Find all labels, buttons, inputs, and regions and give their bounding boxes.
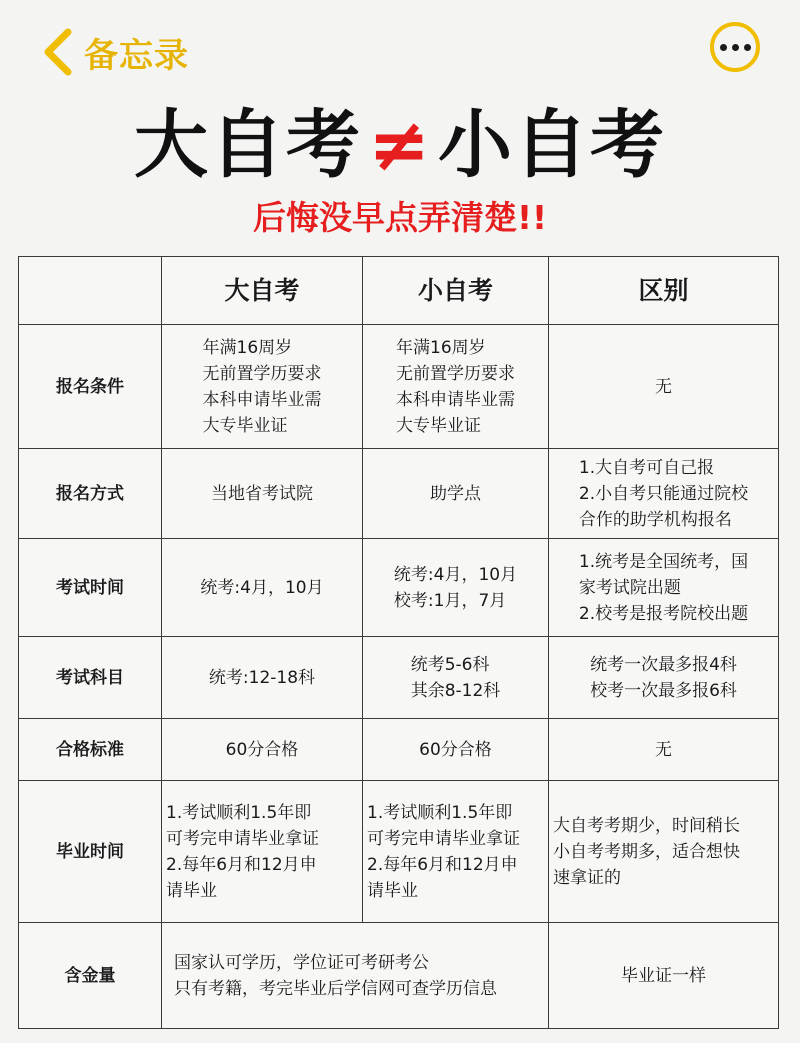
title-right: 小自考 [438,102,666,188]
cell-line: 统考一次最多报4科 [590,654,737,675]
cell-line: 毕业证一样 [621,965,706,986]
cell-line: 请毕业 [367,880,418,901]
table-cell [162,325,363,449]
table-row [19,325,779,449]
comparison-table [18,256,779,1029]
cell-line: 本科申请毕业需 [396,389,515,410]
table-cell [162,719,363,781]
more-dot-icon [744,44,751,51]
table-cell [549,781,779,923]
cell-line: 助学点 [430,483,481,504]
cell-line: 可考完申请毕业拿证 [166,828,319,849]
back-label: 备忘录 [84,35,189,76]
table-row [19,637,779,719]
cell-line: 无 [655,739,672,760]
table-cell-merged [162,923,549,1029]
table-cell [549,449,779,539]
table-cell [363,637,549,719]
cell-line: 国家认可学历，学位证可考研考公 [174,952,429,973]
column-header: 大自考 [162,257,363,325]
row-label: 报名方式 [19,449,162,539]
table-cell [549,539,779,637]
back-button[interactable] [38,26,189,78]
cell-line: 大专毕业证 [202,415,288,436]
row-label: 合格标准 [19,719,162,781]
chevron-left-icon [38,26,78,78]
cell-line: 2.小自考只能通过院校 [578,483,749,504]
cell-line: 速拿证的 [553,867,621,888]
cell-line: 1.统考是全国统考，国 [578,551,749,572]
table-cell [549,923,779,1029]
more-dot-icon [720,44,727,51]
table-cell [363,719,549,781]
cell-line: 大专毕业证 [396,415,481,436]
cell-line: 本科申请毕业需 [202,389,322,410]
cell-line: 统考:12-18科 [208,667,316,688]
cell-line: 校考:1月，7月 [393,590,507,611]
table-header-row [19,257,779,325]
table-row [19,923,779,1029]
table-row [19,539,779,637]
more-options-button[interactable] [710,22,760,72]
more-dot-icon [732,44,739,51]
cell-line: 60分合格 [225,739,299,760]
column-header [19,257,162,325]
table-cell [549,637,779,719]
cell-line: 年满16周岁 [396,337,486,358]
column-header: 小自考 [363,257,549,325]
cell-line: 统考:4月，10月 [393,564,518,585]
cell-line: 统考:4月，10月 [200,577,324,598]
table-cell [162,781,363,923]
cell-line: 小自考考期多，适合想快 [553,841,740,862]
cell-line: 60分合格 [419,739,492,760]
table-cell [363,781,549,923]
table-row [19,781,779,923]
table-cell [162,539,363,637]
column-header: 区别 [549,257,779,325]
cell-line: 2.每年6月和12月申 [367,854,518,875]
table-row [19,719,779,781]
row-label: 毕业时间 [19,781,162,923]
table-cell [162,449,363,539]
cell-line: 当地省考试院 [211,483,313,504]
cell-line: 可考完申请毕业拿证 [367,828,520,849]
cell-line: 家考试院出题 [578,577,681,598]
row-label: 考试科目 [19,637,162,719]
page-title [0,100,800,190]
table-row [19,449,779,539]
table-cell [549,719,779,781]
cell-line: 只有考籍，考完毕业后学信网可查学历信息 [174,978,497,999]
table-cell [162,637,363,719]
top-bar [0,0,800,100]
cell-line: 1.考试顺利1.5年即 [367,802,513,823]
cell-line: 无 [655,376,672,397]
table-cell [363,325,549,449]
cell-line: 年满16周岁 [202,337,293,358]
cell-line: 2.校考是报考院校出题 [578,603,749,624]
cell-line: 2.每年6月和12月申 [166,854,317,875]
cell-line: 请毕业 [166,880,217,901]
table-cell [549,325,779,449]
title-left: 大自考 [133,102,362,188]
cell-line: 无前置学历要求 [202,363,322,384]
cell-line: 1.考试顺利1.5年即 [166,802,312,823]
table-cell [363,539,549,637]
cell-line: 大自考考期少，时间稍长 [553,815,740,836]
cell-line: 无前置学历要求 [396,363,515,384]
cell-line: 合作的助学机构报名 [578,509,732,530]
row-label: 报名条件 [19,325,162,449]
not-equal-symbol: ≠ [367,102,432,188]
row-label: 含金量 [19,923,162,1029]
cell-line: 统考5-6科 [410,654,490,675]
cell-line: 校考一次最多报6科 [590,680,737,701]
cell-line: 其余8-12科 [410,680,501,701]
cell-line: 1.大自考可自己报 [578,457,715,478]
page-subtitle: 后悔没早点弄清楚!! [252,198,548,237]
table-cell [363,449,549,539]
row-label: 考试时间 [19,539,162,637]
